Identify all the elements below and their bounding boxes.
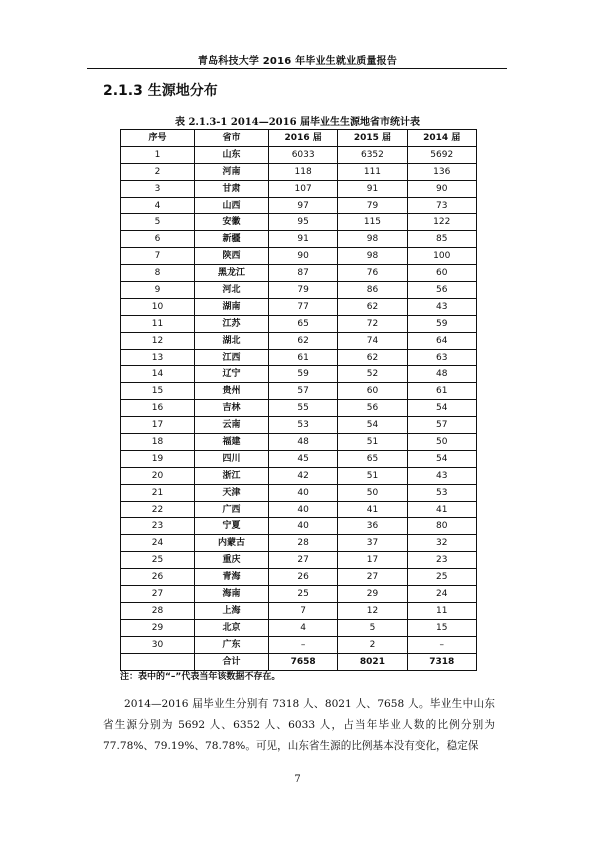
row-2016: 65	[269, 315, 338, 332]
row-province: 甘肃	[195, 180, 269, 197]
row-2016: 107	[269, 180, 338, 197]
row-2014: 54	[407, 450, 476, 467]
row-province: 辽宁	[195, 366, 269, 383]
table-row	[121, 501, 477, 518]
table-row	[121, 383, 477, 400]
row-2014: 73	[407, 197, 476, 214]
row-2016: 79	[269, 282, 338, 299]
total-2014: 7318	[407, 653, 476, 670]
row-no: 10	[121, 298, 195, 315]
row-2014: 61	[407, 383, 476, 400]
row-no: 21	[121, 484, 195, 501]
row-2015: 115	[338, 214, 407, 231]
row-2015: 51	[338, 467, 407, 484]
row-2015: 17	[338, 552, 407, 569]
table-row	[121, 349, 477, 366]
body-paragraph: 2014—2016 届毕业生分别有 7318 人、8021 人、7658 人。毕业生中山东省生源分别为 5692 人、6352 人、6033 人，占当年毕业人数的比例分别为 77.78%、79.19%、78.78%。可见，山东省生源的比例基本没有变化，稳定保	[103, 698, 495, 752]
total-label: 合计	[195, 653, 269, 670]
row-2015: 54	[338, 417, 407, 434]
table-row	[121, 586, 477, 603]
row-2016: 77	[269, 298, 338, 315]
row-province: 广东	[195, 636, 269, 653]
table-row	[121, 265, 477, 282]
row-province: 吉林	[195, 400, 269, 417]
row-2014: 100	[407, 248, 476, 265]
row-no: 5	[121, 214, 195, 231]
row-2015: 52	[338, 366, 407, 383]
total-no-cell	[121, 653, 195, 670]
table-row	[121, 366, 477, 383]
row-2015: 79	[338, 197, 407, 214]
row-no: 23	[121, 518, 195, 535]
section-heading: 2.1.3 生源地分布	[103, 83, 218, 99]
row-2014: 43	[407, 467, 476, 484]
row-2015: 72	[338, 315, 407, 332]
row-no: 8	[121, 265, 195, 282]
row-no: 24	[121, 535, 195, 552]
row-2015: 56	[338, 400, 407, 417]
row-2016: 42	[269, 467, 338, 484]
row-2014: 136	[407, 163, 476, 180]
row-province: 山西	[195, 197, 269, 214]
row-2015: 62	[338, 349, 407, 366]
row-no: 22	[121, 501, 195, 518]
row-no: 26	[121, 569, 195, 586]
row-2015: 12	[338, 602, 407, 619]
table-row	[121, 298, 477, 315]
table-row	[121, 163, 477, 180]
table-row	[121, 180, 477, 197]
row-2015: 37	[338, 535, 407, 552]
row-province: 重庆	[195, 552, 269, 569]
row-province: 山东	[195, 146, 269, 163]
total-2016: 7658	[269, 653, 338, 670]
row-2014: 23	[407, 552, 476, 569]
row-2014: 32	[407, 535, 476, 552]
row-2016: 59	[269, 366, 338, 383]
column-header-no: 序号	[121, 130, 195, 147]
table-row	[121, 552, 477, 569]
row-2016: 40	[269, 518, 338, 535]
column-header-2015: 2015 届	[338, 130, 407, 147]
row-no: 25	[121, 552, 195, 569]
row-2014: 57	[407, 417, 476, 434]
row-2014: 48	[407, 366, 476, 383]
table-header-row	[121, 130, 477, 147]
row-province: 海南	[195, 586, 269, 603]
table-row	[121, 214, 477, 231]
row-2015: 6352	[338, 146, 407, 163]
page-number: 7	[294, 774, 301, 785]
row-2016: 40	[269, 501, 338, 518]
row-2014: –	[407, 636, 476, 653]
row-2014: 25	[407, 569, 476, 586]
row-province: 湖北	[195, 332, 269, 349]
row-2015: 2	[338, 636, 407, 653]
table-row	[121, 535, 477, 552]
row-no: 19	[121, 450, 195, 467]
row-no: 6	[121, 231, 195, 248]
row-no: 3	[121, 180, 195, 197]
row-province: 河北	[195, 282, 269, 299]
row-province: 陕西	[195, 248, 269, 265]
table-row	[121, 602, 477, 619]
row-2016: 27	[269, 552, 338, 569]
row-province: 上海	[195, 602, 269, 619]
row-no: 16	[121, 400, 195, 417]
row-2016: 7	[269, 602, 338, 619]
row-2015: 98	[338, 248, 407, 265]
row-no: 1	[121, 146, 195, 163]
row-2015: 41	[338, 501, 407, 518]
row-2015: 51	[338, 434, 407, 451]
row-2015: 36	[338, 518, 407, 535]
table-row	[121, 518, 477, 535]
table-row	[121, 248, 477, 265]
row-no: 11	[121, 315, 195, 332]
row-2015: 74	[338, 332, 407, 349]
row-no: 20	[121, 467, 195, 484]
row-province: 四川	[195, 450, 269, 467]
row-province: 云南	[195, 417, 269, 434]
row-2016: 53	[269, 417, 338, 434]
row-2015: 50	[338, 484, 407, 501]
row-2014: 5692	[407, 146, 476, 163]
row-2016: –	[269, 636, 338, 653]
row-2016: 28	[269, 535, 338, 552]
row-2015: 65	[338, 450, 407, 467]
row-no: 12	[121, 332, 195, 349]
row-2015: 60	[338, 383, 407, 400]
table-row	[121, 315, 477, 332]
row-2015: 29	[338, 586, 407, 603]
row-province: 江西	[195, 349, 269, 366]
row-2016: 26	[269, 569, 338, 586]
row-no: 27	[121, 586, 195, 603]
table-caption: 表 2.1.3-1 2014—2016 届毕业生生源地省市统计表	[174, 117, 421, 128]
row-2014: 24	[407, 586, 476, 603]
row-2016: 97	[269, 197, 338, 214]
table-body	[121, 146, 477, 653]
table-row	[121, 231, 477, 248]
row-province: 安徽	[195, 214, 269, 231]
row-2015: 62	[338, 298, 407, 315]
row-no: 15	[121, 383, 195, 400]
row-no: 28	[121, 602, 195, 619]
row-province: 贵州	[195, 383, 269, 400]
table-row	[121, 636, 477, 653]
row-2014: 53	[407, 484, 476, 501]
row-2014: 90	[407, 180, 476, 197]
origin-stats-table	[120, 129, 477, 671]
row-2015: 91	[338, 180, 407, 197]
row-2014: 15	[407, 619, 476, 636]
header-rule	[87, 68, 507, 69]
row-2015: 76	[338, 265, 407, 282]
page-header: 青岛科技大学 2016 年毕业生就业质量报告	[197, 56, 398, 67]
row-2014: 122	[407, 214, 476, 231]
row-province: 河南	[195, 163, 269, 180]
row-2014: 63	[407, 349, 476, 366]
row-2016: 25	[269, 586, 338, 603]
row-no: 7	[121, 248, 195, 265]
row-2014: 54	[407, 400, 476, 417]
row-province: 福建	[195, 434, 269, 451]
table-row	[121, 569, 477, 586]
row-2014: 80	[407, 518, 476, 535]
table-row	[121, 332, 477, 349]
row-2014: 64	[407, 332, 476, 349]
column-header-2014: 2014 届	[407, 130, 476, 147]
row-2014: 56	[407, 282, 476, 299]
table-row	[121, 282, 477, 299]
row-2014: 41	[407, 501, 476, 518]
row-province: 北京	[195, 619, 269, 636]
row-province: 天津	[195, 484, 269, 501]
row-2015: 98	[338, 231, 407, 248]
row-province: 广西	[195, 501, 269, 518]
row-2014: 59	[407, 315, 476, 332]
row-2016: 90	[269, 248, 338, 265]
row-no: 30	[121, 636, 195, 653]
row-2016: 87	[269, 265, 338, 282]
table-total-row	[121, 653, 477, 670]
row-province: 浙江	[195, 467, 269, 484]
row-province: 湖南	[195, 298, 269, 315]
table-row	[121, 619, 477, 636]
table-row	[121, 197, 477, 214]
row-province: 江苏	[195, 315, 269, 332]
table-row	[121, 400, 477, 417]
column-header-province: 省市	[195, 130, 269, 147]
row-2016: 40	[269, 484, 338, 501]
row-2014: 43	[407, 298, 476, 315]
row-no: 13	[121, 349, 195, 366]
row-2014: 11	[407, 602, 476, 619]
row-2016: 6033	[269, 146, 338, 163]
row-2016: 91	[269, 231, 338, 248]
table-row	[121, 467, 477, 484]
row-province: 新疆	[195, 231, 269, 248]
row-2014: 60	[407, 265, 476, 282]
table-row	[121, 450, 477, 467]
row-no: 14	[121, 366, 195, 383]
row-province: 青海	[195, 569, 269, 586]
row-2015: 27	[338, 569, 407, 586]
row-2016: 95	[269, 214, 338, 231]
row-2016: 61	[269, 349, 338, 366]
row-2016: 57	[269, 383, 338, 400]
row-2016: 45	[269, 450, 338, 467]
column-header-2016: 2016 届	[269, 130, 338, 147]
row-no: 2	[121, 163, 195, 180]
row-2015: 5	[338, 619, 407, 636]
row-2016: 118	[269, 163, 338, 180]
row-no: 17	[121, 417, 195, 434]
row-2014: 85	[407, 231, 476, 248]
total-2015: 8021	[338, 653, 407, 670]
row-no: 18	[121, 434, 195, 451]
row-no: 4	[121, 197, 195, 214]
row-2014: 50	[407, 434, 476, 451]
table-row	[121, 417, 477, 434]
row-no: 9	[121, 282, 195, 299]
table-row	[121, 434, 477, 451]
row-2015: 86	[338, 282, 407, 299]
table-note: 注：表中的“–”代表当年该数据不存在。	[120, 672, 281, 682]
row-province: 宁夏	[195, 518, 269, 535]
row-no: 29	[121, 619, 195, 636]
row-2015: 111	[338, 163, 407, 180]
row-2016: 48	[269, 434, 338, 451]
row-2016: 62	[269, 332, 338, 349]
row-2016: 55	[269, 400, 338, 417]
table-row	[121, 484, 477, 501]
row-province: 内蒙古	[195, 535, 269, 552]
row-2016: 4	[269, 619, 338, 636]
row-province: 黑龙江	[195, 265, 269, 282]
table-row	[121, 146, 477, 163]
